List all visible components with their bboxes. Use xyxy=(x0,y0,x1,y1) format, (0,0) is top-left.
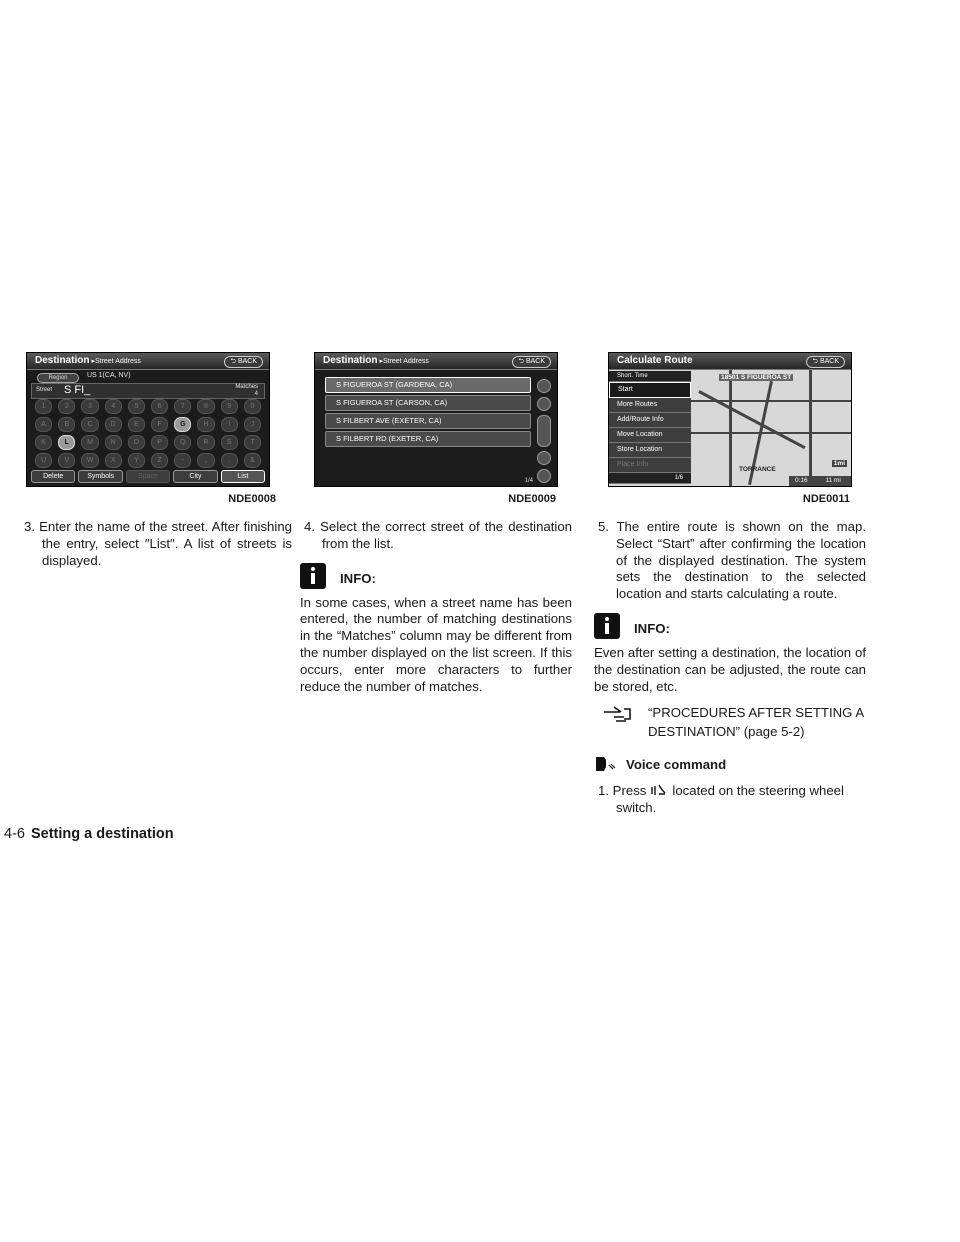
keyboard-button-bar xyxy=(31,470,265,483)
key: 2 xyxy=(58,399,75,414)
screen-header xyxy=(609,353,851,370)
page-number: 4-6 xyxy=(4,826,25,842)
street-list xyxy=(325,377,531,449)
key: 3 xyxy=(81,399,98,414)
keyboard-grid xyxy=(35,399,261,468)
info-heading xyxy=(300,563,572,589)
street-label: Street xyxy=(36,387,53,393)
voice-command-label: Voice command xyxy=(626,756,727,772)
key: Z xyxy=(151,453,168,468)
key: 0 xyxy=(244,399,261,414)
step-4: 4. Select the correct street of the destination from the list. xyxy=(304,519,572,551)
column-2 xyxy=(300,352,572,695)
delete-button: Delete xyxy=(31,470,75,483)
key: J xyxy=(244,417,261,432)
back-button: ⮌ BACK xyxy=(806,356,845,368)
route-distance: 11 mi xyxy=(825,477,841,484)
route-type: Short. Time xyxy=(609,371,691,382)
map-scale: 1mi xyxy=(833,460,845,467)
figure-street-list xyxy=(314,352,558,487)
scroll-controls xyxy=(537,379,551,475)
key: N xyxy=(105,435,122,450)
key: 6 xyxy=(151,399,168,414)
menu-item-store-location: Store Location xyxy=(609,443,691,458)
destination-street-label: 18501 S FIGUEROA ST xyxy=(721,374,792,381)
key: E xyxy=(128,417,145,432)
scroll-up-icon xyxy=(537,397,551,411)
screen-header: Destination ▸Street Address ⮌ BACK xyxy=(27,353,269,370)
key: & xyxy=(244,453,261,468)
key: S xyxy=(221,435,238,450)
street-field xyxy=(31,383,265,399)
symbols-button: Symbols xyxy=(78,470,122,483)
step-5: 5. The entire route is shown on the map. Select “Start” after confirming the location of the displayed destination. The system sets the destination to the selected location and starts calculating a route. xyxy=(598,519,866,602)
key: 7 xyxy=(174,399,191,414)
info-label: INFO: xyxy=(634,621,670,637)
screen-title: Destination xyxy=(323,355,378,366)
menu-item-start: Start xyxy=(609,382,691,398)
key: H xyxy=(197,417,214,432)
matches-value: 4 xyxy=(254,391,258,397)
column-1 xyxy=(20,352,292,569)
space-button: Space xyxy=(126,470,170,483)
info-heading xyxy=(594,613,866,639)
key: C xyxy=(81,417,98,432)
list-item: S FILBERT RD (EXETER, CA) xyxy=(325,431,531,447)
key: I xyxy=(221,417,238,432)
page-indicator: 1/6 xyxy=(609,473,691,484)
key: P xyxy=(151,435,168,450)
menu-item-add-route-info: Add/Route Info xyxy=(609,413,691,428)
scrollbar xyxy=(537,415,551,447)
city-label: TORRANCE xyxy=(739,466,776,473)
step-3: 3. Enter the name of the street. After finishing the entry, select ″List″. A list of streets is displayed. xyxy=(24,519,292,568)
figure-code: NDE0009 xyxy=(508,493,556,505)
key: T xyxy=(244,435,261,450)
figure-code: NDE0008 xyxy=(228,493,276,505)
screen-subtitle: Street Address xyxy=(94,358,141,365)
menu-item-more-routes: More Routes xyxy=(609,398,691,413)
route-time: 0:16 xyxy=(795,477,808,484)
voice-command-heading xyxy=(594,755,866,773)
back-button: ⮌ BACK xyxy=(224,356,263,368)
key: 5 xyxy=(128,399,145,414)
screen-title: Calculate Route xyxy=(617,355,693,366)
key: W xyxy=(81,453,98,468)
screen-title: Destination xyxy=(35,355,90,366)
street-value: S FI_ xyxy=(64,384,91,396)
key: K xyxy=(35,435,52,450)
voice-command-icon xyxy=(594,755,616,773)
info-label: INFO: xyxy=(340,571,376,587)
region-value: US 1(CA, NV) xyxy=(87,372,131,379)
pointing-hand-icon xyxy=(602,703,634,723)
page-indicator: 1/4 xyxy=(524,478,533,484)
page-reference xyxy=(602,703,866,741)
key: Q xyxy=(174,435,191,450)
info-text: In some cases, when a street name has been entered, the number of matching destinations in the “Matches” column may be different from the number displayed on the list screen. If this occurs, enter more characters to further reduce the number of matches. xyxy=(300,594,572,694)
back-button: ⮌ BACK xyxy=(512,356,551,368)
key: L xyxy=(58,435,75,450)
key: 1 xyxy=(35,399,52,414)
key: 9 xyxy=(221,399,238,414)
screen-header: Destination ▸Street Address ⮌ BACK xyxy=(315,353,557,370)
key: F xyxy=(151,417,168,432)
list-item: S FIGUEROA ST (GARDENA, CA) xyxy=(325,377,531,393)
menu-item-place-info: Place Info xyxy=(609,458,691,473)
screen-subtitle: Street Address xyxy=(382,358,429,365)
figure-calculate-route xyxy=(608,352,852,487)
key: B xyxy=(58,417,75,432)
key: V xyxy=(58,453,75,468)
key: , xyxy=(197,453,214,468)
menu-item-move-location: Move Location xyxy=(609,428,691,443)
talk-switch-icon xyxy=(650,783,666,797)
info-icon xyxy=(594,613,620,639)
key: 8 xyxy=(197,399,214,414)
list-button: List xyxy=(221,470,265,483)
info-text: Even after setting a destination, the location of the destination can be adjusted, the route can be stored, etc. xyxy=(594,644,866,694)
city-button: City xyxy=(173,470,217,483)
key: A xyxy=(35,417,52,432)
scroll-top-icon xyxy=(537,379,551,393)
key: D xyxy=(105,417,122,432)
list-item: S FILBERT AVE (EXETER, CA) xyxy=(325,413,531,429)
key: . xyxy=(221,453,238,468)
scroll-bottom-icon xyxy=(537,469,551,483)
page-footer xyxy=(4,826,174,842)
matches-label: Matches xyxy=(235,384,258,390)
region-button: Region xyxy=(37,373,79,383)
key: - xyxy=(174,453,191,468)
route-summary xyxy=(789,476,851,486)
key: O xyxy=(128,435,145,450)
figure-code: NDE0011 xyxy=(802,493,850,505)
key: 4 xyxy=(105,399,122,414)
figure-street-entry xyxy=(26,352,270,487)
key: R xyxy=(197,435,214,450)
step-press-talk: 1. Press located on the steering wheel switch. xyxy=(598,783,844,816)
key: G xyxy=(174,417,191,432)
route-menu xyxy=(609,371,691,484)
column-3 xyxy=(594,352,866,817)
reference-text: “PROCEDURES AFTER SETTING A DESTINATION” (page 5-2) xyxy=(648,705,864,740)
section-title: Setting a destination xyxy=(30,826,174,842)
key: M xyxy=(81,435,98,450)
key: X xyxy=(105,453,122,468)
info-icon xyxy=(300,563,326,589)
key: Y xyxy=(128,453,145,468)
list-item: S FIGUEROA ST (CARSON, CA) xyxy=(325,395,531,411)
scroll-down-icon xyxy=(537,451,551,465)
key: U xyxy=(35,453,52,468)
